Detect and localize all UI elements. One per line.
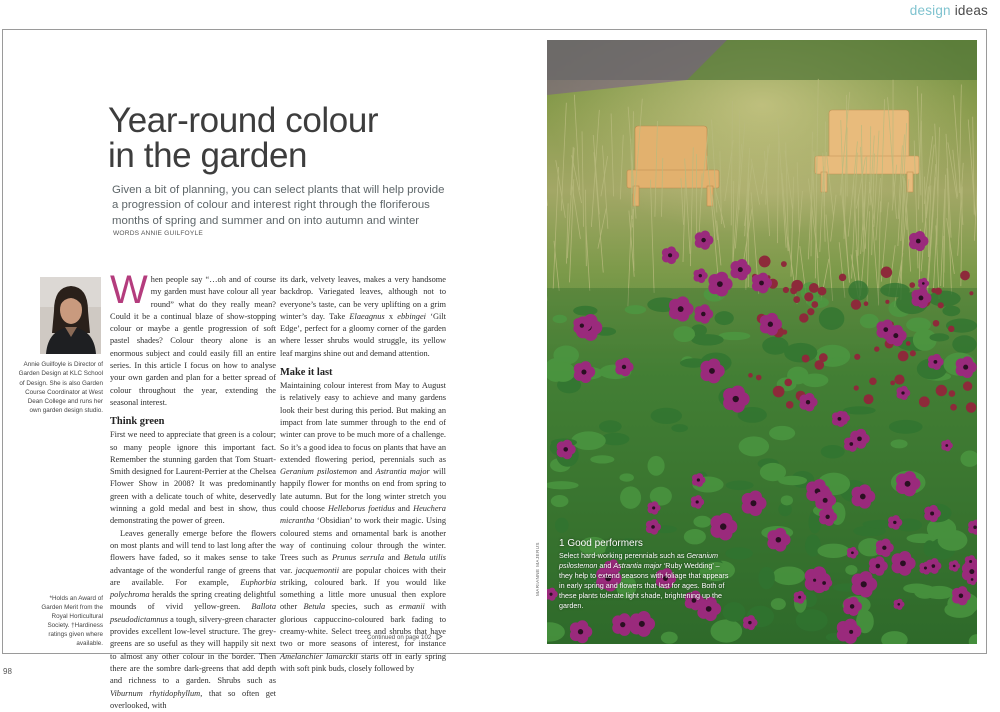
- astrantia-flower: [802, 355, 810, 363]
- leaf: [769, 426, 795, 441]
- leaf: [924, 586, 954, 599]
- leaf: [693, 516, 711, 528]
- intro-paragraph: When people say “…oh and of course my garden must have colour all year round” what do they really mean? Could it be a continual blaze of show-stopping colour or maybe a gentle progression of soft pastel shades? Colour theory alone is an enormous subject and could easily fill an entire series. In this article I focus on how to analyse your own garden and plan for a better spread of colour throughout the year, extending the seasonal interest.: [110, 274, 276, 409]
- author-photo: [40, 277, 101, 354]
- caption-text: Select hard-working perennials such as Geranium psilostemon and Astrantia major ‘Ruby Wedding’ – they help to extend seasons with foliage that appears in early spring and flowers that last for ages. Both of these plants tolerate light shade, brightening up the garden.: [559, 551, 729, 612]
- leaf: [661, 632, 678, 644]
- astrantia-flower: [960, 271, 970, 281]
- leaf: [726, 480, 754, 490]
- astrantia-flower: [885, 300, 889, 304]
- astrantia-flower: [784, 379, 792, 387]
- leaf: [551, 362, 575, 382]
- body-paragraph: Leaves generally emerge before the flowers on most plants and will tend to last long after the flowers have faded, so it makes sense to take advantage of the wonderful range of greens that are available. For example, Euphorbia polychroma heralds the spring creating delightful mounds of vivid yellow-green. Ballota pseudodictamnus a tough, silvery-green character provides excellent low-level structure. The grey-greens are so useful as they will happily sit next to almost any other colour in the border. Then there are the sombre dark-greens that add depth and richness to a garden. Shrubs such as Viburnum rhytidophyllum, that so often get overlooked, with: [110, 528, 276, 712]
- leaf: [620, 486, 641, 508]
- photo-caption: [559, 537, 729, 612]
- astrantia-flower: [783, 287, 789, 293]
- astrantia-flower: [839, 274, 846, 281]
- leaf: [938, 530, 968, 551]
- photo-credit: MARIANNE MAJERUS: [535, 542, 540, 596]
- astrantia-flower: [948, 326, 954, 332]
- astrantia-flower: [851, 299, 861, 309]
- leaf: [889, 420, 923, 434]
- leaf: [739, 436, 769, 456]
- astrantia-flower: [807, 308, 814, 315]
- astrantia-flower: [811, 301, 818, 308]
- astrantia-flower: [854, 354, 860, 360]
- body-column-1: [110, 274, 276, 712]
- leaf: [832, 357, 844, 366]
- astrantia-flower: [854, 385, 859, 390]
- caption-title: 1 Good performers: [559, 537, 729, 550]
- leaf: [553, 345, 579, 364]
- astrantia-flower: [906, 341, 911, 346]
- leaf: [651, 408, 682, 424]
- leaf: [590, 455, 614, 463]
- leaf: [571, 431, 605, 450]
- leaf: [942, 306, 960, 317]
- subheading-think-green: Think green: [110, 415, 276, 428]
- author-bio: Annie Guilfoyle is Director of Garden Design at KLC School of Design. She is also Garden Course Coordinator at West Dean College and runs her own garden design studio.: [17, 360, 103, 416]
- astrantia-flower: [919, 396, 930, 407]
- leaf: [845, 565, 857, 575]
- leaf: [599, 420, 622, 432]
- leaf: [551, 495, 569, 507]
- leaf: [784, 343, 817, 363]
- leaf: [555, 518, 569, 533]
- astrantia-flower: [809, 283, 819, 293]
- standfirst: [112, 183, 442, 229]
- leaf: [952, 335, 976, 353]
- astrantia-flower: [909, 282, 915, 288]
- astrantia-flower: [949, 390, 956, 397]
- leaf: [924, 540, 936, 556]
- astrantia-flower: [898, 351, 909, 362]
- leaf: [778, 476, 807, 486]
- astrantia-flower: [748, 373, 753, 378]
- astrantia-flower: [966, 402, 976, 412]
- leaf: [772, 566, 805, 585]
- astrantia-flower: [864, 301, 869, 306]
- continued-link[interactable]: [367, 633, 443, 641]
- section-label-ideas: ideas: [951, 3, 988, 18]
- astrantia-flower: [874, 346, 879, 351]
- leaf: [625, 305, 646, 314]
- leaf: [673, 326, 695, 342]
- astrantia-flower: [963, 381, 972, 390]
- body-paragraph: First we need to appreciate that green is a colour; so many people ignore this important fact. Remember the stunning garden that Tom Stuart-Smith designed for Laurent-Perrier at the Chelsea Flower Show in 2008? It was predominantly green with a delicate touch of white, deservedly winning a gold medal and best in show, thus demonstrating the power of green.: [110, 429, 276, 527]
- astrantia-flower: [773, 386, 785, 398]
- leaf: [781, 495, 793, 505]
- leaf: [880, 283, 910, 297]
- leaf: [928, 291, 961, 307]
- geranium-flower: [967, 574, 977, 585]
- leaf: [848, 280, 868, 300]
- standfirst-line: months of spring and summer and on into autumn and winter: [112, 214, 442, 229]
- award-footnote: *Holds an Award of Garden Merit from the Royal Horticultural Society. †Hardiness ratings given where available.: [30, 594, 103, 648]
- astrantia-flower: [756, 375, 762, 381]
- astrantia-flower: [938, 302, 944, 308]
- section-header: [910, 3, 988, 18]
- leaf: [821, 445, 845, 459]
- body-column-2: [280, 274, 446, 675]
- leaf: [671, 424, 688, 432]
- astrantia-flower: [869, 377, 877, 385]
- leaf: [758, 567, 774, 590]
- astrantia-flower: [894, 374, 904, 384]
- leaf: [819, 307, 845, 330]
- leaf: [891, 439, 908, 448]
- astrantia-flower: [881, 267, 892, 278]
- astrantia-flower: [804, 292, 813, 301]
- astrantia-flower: [950, 404, 957, 411]
- leaf: [715, 311, 734, 325]
- astrantia-flower: [814, 360, 824, 370]
- leaf: [929, 333, 949, 341]
- subheading-make-it-last: Make it last: [280, 366, 446, 379]
- arrow-right-outline-icon: [436, 633, 443, 640]
- leaf: [762, 337, 788, 355]
- continued-text: Continued on page 102: [367, 634, 431, 641]
- astrantia-flower: [781, 261, 787, 267]
- astrantia-flower: [890, 381, 895, 386]
- astrantia-flower: [786, 401, 794, 409]
- body-paragraph: its dark, velvety leaves, makes a very handsome backdrop. Variegated leaves, although not to everyone’s taste, can be very uplifting on a grim winter’s day. Take Elaeagnus x ebbingei ‘Gilt Edge’, perfect for a gloomy corner of the garden where lesser shrubs would struggle, its yellow leaf margins shine out and demand attention.: [280, 274, 446, 360]
- astrantia-flower: [791, 280, 803, 292]
- standfirst-line: Given a bit of planning, you can select plants that will help provide: [112, 183, 442, 198]
- article-title: [108, 103, 378, 173]
- title-line: Year-round colour: [108, 103, 378, 138]
- leaf: [691, 334, 723, 345]
- astrantia-flower: [799, 313, 808, 322]
- byline: WORDS ANNIE GUILFOYLE: [113, 230, 203, 237]
- leaf: [725, 547, 753, 559]
- astrantia-flower: [759, 256, 771, 268]
- leaf: [771, 598, 786, 610]
- astrantia-flower: [782, 329, 787, 334]
- astrantia-flower: [910, 350, 916, 356]
- astrantia-flower: [936, 385, 947, 396]
- astrantia-flower: [935, 288, 942, 295]
- astrantia-flower: [969, 291, 973, 295]
- leaf: [573, 306, 597, 316]
- leaf: [817, 544, 849, 558]
- astrantia-flower: [818, 287, 827, 296]
- leaf: [843, 406, 876, 414]
- section-label-design: design: [910, 3, 951, 18]
- body-paragraph: Maintaining colour interest from May to August is relatively easy to achieve and many gardens look their best during this period. But making an impact from late summer through to the end of winter can prove to be much more of a challenge. So it’s a good idea to focus on plants that have an extended flowering period, perennials such as Geranium psilostemon and Astrantia major will happily flower for months on end from spring to late autumn. But for the long winter stretch you could choose Helleborus foetidus and Heuchera micrantha ‘Obsidian’ to work their magic. Using coloured stems and ornamental bark is another way of continuing colour through the winter. Trees such as Prunus serrula and Betula utilis var. jacquemontii are popular choices with their striking, coloured bark. If you would like something a little more unusual then explore other Betula species, such as ermanii with glorious cappuccino-coloured bark fading to creamy-white. Select trees and shrubs that have two or more seasons of interest, for instance Amelanchier lamarckii starts off in early spring with soft pink buds, closely followed by: [280, 380, 446, 675]
- title-line: in the garden: [108, 138, 378, 173]
- drop-cap: W: [110, 275, 148, 306]
- standfirst-line: a progression of colour and interest right through the floriferous: [112, 198, 442, 213]
- astrantia-flower: [793, 296, 800, 303]
- leaf: [860, 314, 879, 328]
- leaf: [553, 315, 567, 323]
- leaf: [648, 456, 665, 476]
- leaf: [711, 619, 743, 642]
- astrantia-flower: [864, 394, 874, 404]
- leaf: [619, 473, 633, 481]
- page-number: 98: [3, 667, 12, 676]
- astrantia-flower: [933, 320, 940, 327]
